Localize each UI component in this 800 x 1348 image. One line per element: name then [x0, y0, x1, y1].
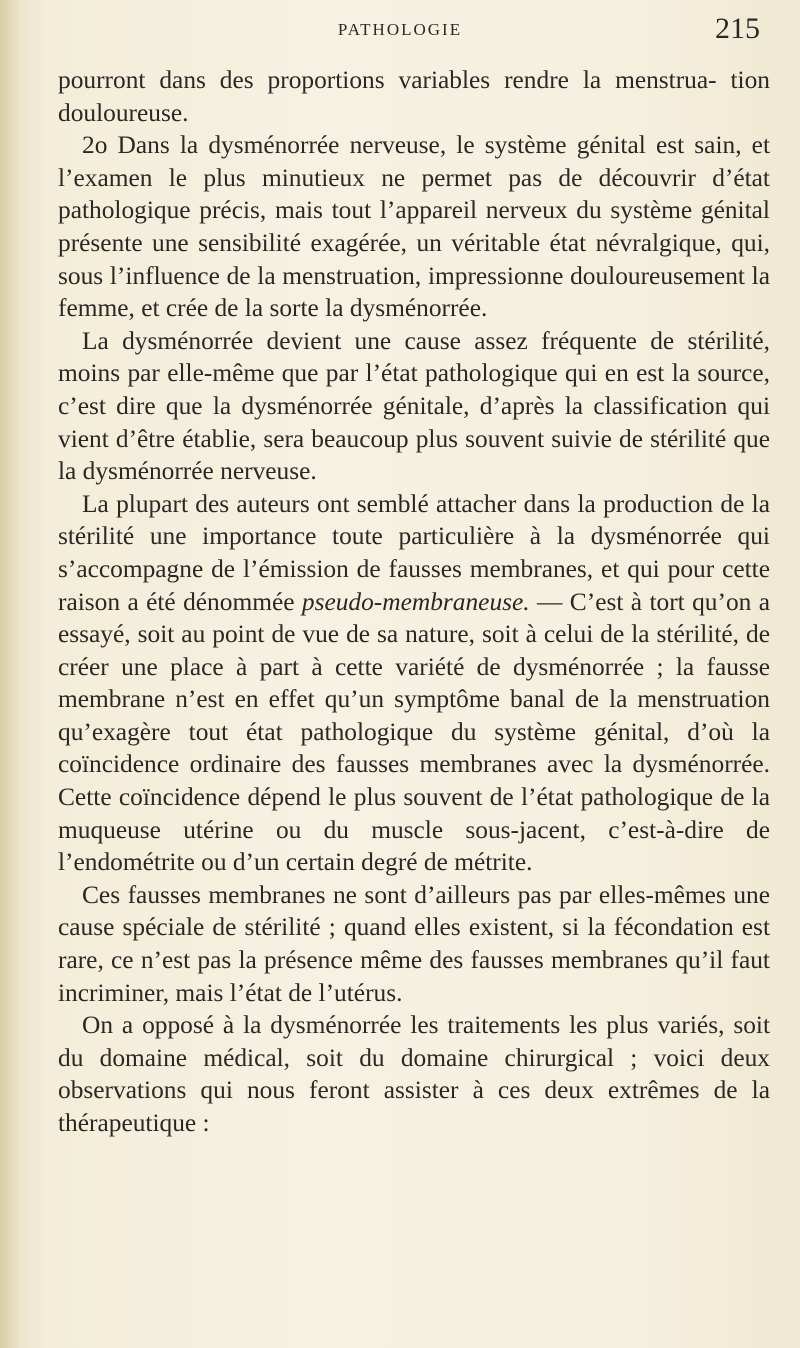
body-text — [58, 64, 770, 1140]
paragraph-sterility-cause: La dysménorrée devient une cause assez fréquente de stérilité, moins par elle-même que par l’état pathologique qui en est la source, c’est dire que la dysménorrée génitale, d’après la classification qui vient d’être établie, sera beaucoup plus souvent suivie de stérilité que la dysménorrée nerveuse. — [58, 326, 770, 486]
page-gutter-shadow — [0, 0, 20, 1348]
italic-term: pseudo-membraneuse. — [301, 587, 530, 616]
paragraph-treatments: On a opposé à la dysménorrée les traitements les plus variés, soit du domaine médical, soit du domaine chirurgical ; voici deux observations qui nous feront assister à ces deux extrêmes de la thérapeutique : — [58, 1011, 770, 1137]
paragraph-nervous-dysmenorrhea: 2o Dans la dysménorrée nerveuse, le système génital est sain, et l’examen le plus minutieux ne permet pas de découvrir d’état pathologique précis, mais tout l’appareil nerveux du système génital présente une sensibilité exagérée, un véritable état névralgique, qui, sous l’influence de la menstruation, impressionne douloureusement la femme, et crée de la sorte la dysménorrée. — [58, 131, 770, 323]
running-title: PATHOLOGIE — [337, 20, 463, 39]
paragraph-pseudo-membranous — [58, 488, 770, 879]
paragraph-text-after: — C’est à tort qu’on a essayé, soit au point de vue de sa nature, soit à celui de la stérilité, de créer une place à part à cette variété de dysménorrée ; la fausse membrane n’est en effet qu’un symptôme banal de la menstruation qu’exagère tout état pathologique du système génital, d’où la coïncidence ordinaire des fausses membranes avec la dysménorrée. Cette coïncidence dépend le plus souvent de l’état pathologique de la muqueuse utérine ou du muscle sous-jacent, c’est-à-dire de l’endométrite ou d’un certain degré de métrite. — [58, 587, 771, 877]
paragraph-continuation: pourront dans des proportions variables rendre la menstrua- tion douloureuse. — [58, 66, 770, 127]
paragraph-false-membranes: Ces fausses membranes ne sont d’ailleurs pas par elles-mêmes une cause spéciale de stérilité ; quand elles existent, si la fécondation est rare, ce n’est pas la présence même des fausses membranes qu’il faut incriminer, mais l’état de l’utérus. — [58, 880, 770, 1007]
paragraph-text-before: La plupart des auteurs ont semblé attacher dans la production de la stérilité une importance toute particulière à la dysménorrée qui s’accompagne de l’émission de fausses membranes, et qui pour cette raison a été dénommée — [58, 489, 770, 616]
page-header — [40, 12, 760, 62]
page-number: 215 — [715, 12, 760, 45]
